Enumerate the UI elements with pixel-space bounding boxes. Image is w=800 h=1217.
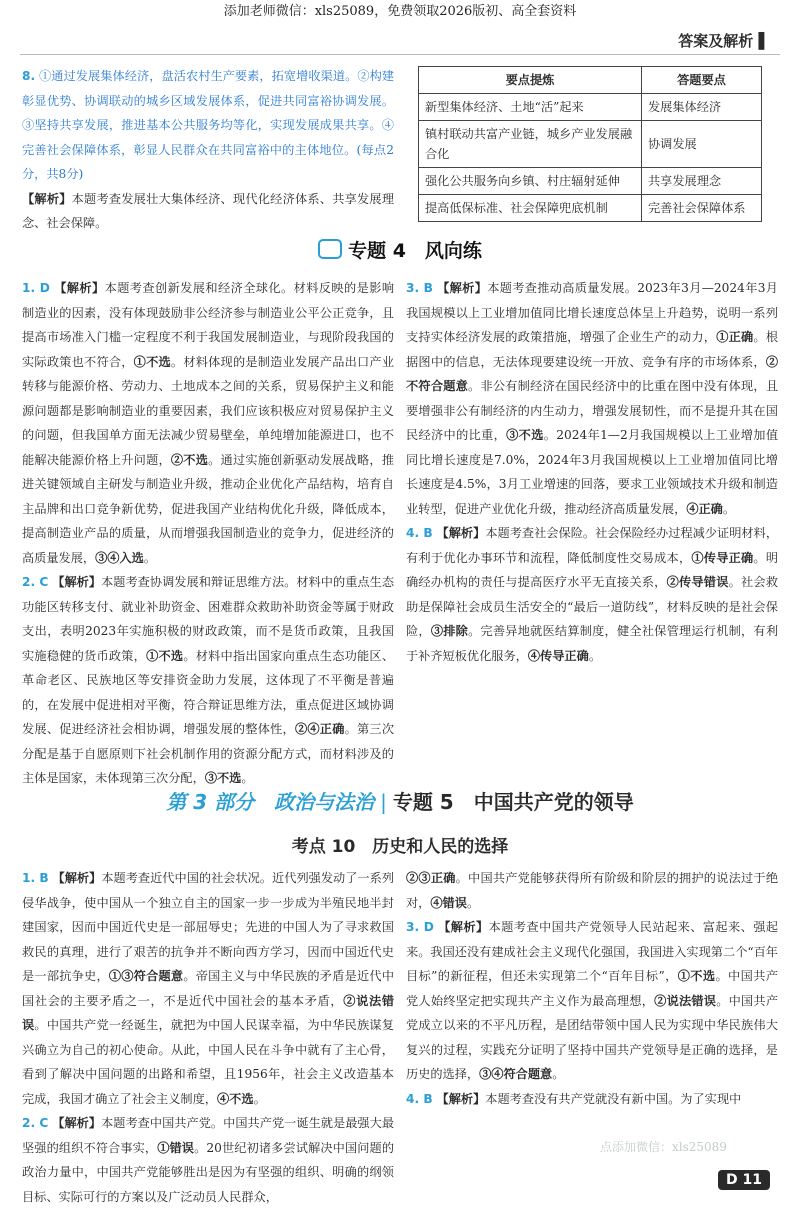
table-header: 要点提炼 — [419, 67, 642, 94]
verdict: ③④入选 — [95, 550, 144, 565]
table-row — [419, 195, 762, 222]
text: 。 — [466, 895, 480, 910]
topic4-right-column — [406, 276, 778, 668]
q8-analysis-tag: 【解析】 — [22, 191, 72, 206]
analysis-tag: 【解析】 — [436, 526, 486, 540]
running-header: 答案及解析 ▌ — [678, 32, 770, 50]
q-number: 3. D — [406, 920, 434, 934]
table-cell: 共享发展理念 — [642, 168, 762, 195]
analysis-tag: 【解析】 — [438, 920, 489, 934]
analysis-tag: 【解析】 — [52, 1116, 102, 1130]
verdict: ①③符合题意 — [108, 969, 184, 983]
text: 。中国共产党能够获得所有阶级和阶层的拥护的说法过于绝对， — [406, 871, 779, 910]
text: 。2024年1—2月我国规模以上工业增加值同比增长速度是7.0%，2024年3月我国规模以上工业增加值同比增长速度是4.5%，3月工业增速的回落，要求工业领域技术升级和制造业转型，促进产业优化升级，推动经济高质量发展， — [406, 428, 779, 516]
k10-q2 — [22, 1111, 394, 1209]
analysis-tag: 【解析】 — [436, 1091, 486, 1106]
verdict: ④不选 — [217, 1091, 254, 1106]
verdict: ②说法错误 — [654, 993, 717, 1008]
text: 本题考查创新发展和经济全球化。材料反映的是影响制造业的因素，没有体现鼓励非公经济参与制造业公平公正竞争，且提高市场准入门槛一定程度不利于我国发展制造业，与现阶段我国的实际政策也不符合， — [22, 281, 395, 369]
text: 本题考查社会保险。社会保险经办过程减少证明材料，有利于优化办事环节和流程，降低制度性交易成本， — [406, 526, 779, 565]
table-cell: 完善社会保障体系 — [642, 195, 762, 222]
topic-icon — [318, 239, 342, 259]
k10-q1 — [22, 866, 394, 1111]
text: 。 — [588, 648, 601, 663]
watermark: 点添加微信：xls25089 — [600, 1140, 727, 1154]
text: 。 — [552, 1067, 565, 1081]
text: 本题考查协调发展和辩证思维方法。材料中的重点生态功能区转移支付、就业补助资金、困难群众救助补助资金等属于财政支出，表明2023年实施积极的财政政策，而不是货币政策，且我国实施稳健的货币政策， — [22, 575, 395, 663]
text: 。中国共产党成立以来的不平凡历程，是团结带领中国人民为实现中华民族伟大复兴的过程，实践充分证明了坚持中国共产党领导是正确的选择，是历史的选择， — [406, 993, 779, 1081]
text: 本题考查中国共产党领导人民站起来、富起来、强起来。我国还没有建成社会主义现代化强国，我国进入实现第二个“百年目标”的新征程，但还未实现第二个“百年目标”， — [406, 920, 779, 983]
text: 本题考查中国共产党。中国共产党一诞生就是最强大最坚强的组织不符合事实， — [22, 1116, 395, 1155]
analysis-tag: 【解析】 — [52, 575, 102, 589]
text: 。 — [253, 1091, 266, 1106]
promo-banner: 添加老师微信：xls25089，免费领取2026版初、高全套资料 — [223, 4, 577, 19]
text: 。第三次分配是基于自愿原则下社会机制作用的资源分配方式，而材料涉及的主体是国家，未体现第三次分配， — [22, 722, 395, 785]
verdict: ①不选 — [146, 648, 184, 663]
verdict: ④传导正确 — [527, 648, 589, 663]
k10-q4 — [406, 1087, 778, 1112]
page-number: D 11 — [718, 1170, 770, 1190]
q8-analysis: 本题考查发展壮大集体经济、现代化经济体系、共享发展理念、社会保障。 — [22, 191, 395, 230]
q-number: 1. B — [22, 871, 49, 885]
text: 。20世纪初诸多尝试解决中国问题的政治力量中，中国共产党能够胜出是因为有坚强的组织、明确的纲领目标、实际可行的方案以及广泛动员人民群众， — [22, 1140, 395, 1204]
text: 。 — [241, 771, 254, 785]
text: 。中国共产党一经诞生，就把为中国人民谋幸福，为中华民族谋复兴确立为自己的初心使命。从此，中国人民在斗争中就有了主心骨，看到了解决中国问题的出路和希望，且1956年，社会主义改造基本完成，我国才确立了社会主义制度， — [22, 1018, 395, 1106]
verdict: ②不选 — [170, 452, 209, 467]
table-cell: 镇村联动共富产业链，城乡产业发展融合化 — [419, 121, 642, 168]
q8-answer — [22, 64, 394, 236]
text: 。材料体现的是制造业发展产品出口产业转移与能源价格、劳动力、土地成本之间的关系，贸易保护主义和能源问题都是影响制造业的重要因素，我们应该积极应对贸易保护主义的问题，但我国单方面无法减少贸易壁垒，单纯增加能源进口，也不能解决能源价格上升问题， — [22, 354, 395, 467]
verdict: ①错误 — [157, 1140, 195, 1155]
header-text: 答案及解析 — [678, 32, 754, 50]
verdict: ②不符合题意 — [406, 354, 778, 393]
verdict: ④错误 — [430, 895, 467, 910]
verdict: ②说法错误 — [22, 993, 395, 1032]
k10-q2-cont — [406, 866, 778, 915]
q-number: 4. B — [406, 526, 433, 540]
q-number: 2. C — [22, 575, 49, 589]
text: 。根据图中的信息，无法体现要建设统一开放、竞争有序的市场体系， — [406, 330, 779, 369]
q-number: 4. B — [406, 1091, 433, 1106]
text: 。通过实施创新驱动发展战略，推进关键领域自主研发与制造业升级，推动企业优化产品结构，培育自主品牌和出口竞争新优势，促进我国产业结构优化升级，降低成本，提高制造业产品的质量，从而增强我国制造业的竞争力，促进经济的高质量发展， — [22, 452, 395, 565]
verdict: ③不选 — [204, 771, 242, 785]
verdict: ①不选 — [133, 354, 171, 369]
verdict: ①正确 — [716, 330, 754, 344]
verdict: ③排除 — [430, 624, 469, 638]
t4-q1 — [22, 276, 394, 570]
verdict: ②传导错误 — [666, 575, 729, 589]
text: 。非公有制经济在国民经济中的比重在图中没有体现，且要增强非公有制经济的内生动力，增强发展韧性，而不是提升其在国民经济中的比重， — [406, 379, 779, 442]
text: 。 — [722, 501, 736, 516]
divider: | — [380, 790, 387, 814]
k10-q3 — [406, 915, 778, 1087]
header-rule — [20, 54, 780, 55]
summary-table — [418, 66, 762, 222]
kd10-left-column — [22, 866, 394, 1209]
kaodian-10-heading: 考点 10 历史和人民的选择 — [291, 837, 509, 857]
verdict: ①不选 — [677, 969, 716, 983]
t4-q4 — [406, 521, 778, 668]
text: 。社会救助是保障社会成员生活安全的“最后一道防线”，材料反映的是社会保险， — [406, 575, 779, 638]
topic-4-heading — [0, 236, 800, 263]
text: 。完善异地就医结算制度，健全社保管理运行机制，有利于补齐短板优化服务， — [406, 624, 779, 663]
table-header-row — [419, 67, 762, 94]
verdict: ③不选 — [506, 428, 544, 442]
t4-q3 — [406, 276, 778, 521]
analysis-tag: 【解析】 — [52, 871, 102, 885]
table-row — [419, 168, 762, 195]
table-row — [419, 94, 762, 121]
topic-4-title: 专题 4 风向练 — [348, 240, 482, 262]
table-cell: 提高低保标准、社会保障兜底机制 — [419, 195, 642, 222]
table-header: 答题要点 — [642, 67, 762, 94]
table-cell: 发展集体经济 — [642, 94, 762, 121]
text: 。材料中指出国家向重点生态功能区、革命老区、民族地区等安排资金助力发展，这体现了不平衡是普遍的，在发展中促进相对平衡，符合辩证思维方法，重点促进区域协调发展、促进经济社会相协调，增强发展的整体性， — [22, 648, 395, 736]
analysis-tag: 【解析】 — [437, 281, 488, 295]
table-cell: 强化公共服务向乡镇、村庄辐射延伸 — [419, 168, 642, 195]
verdict: ②④正确 — [294, 722, 345, 736]
verdict: ④正确 — [686, 501, 723, 516]
verdict: ③④符合题意 — [479, 1067, 553, 1081]
verdict: ①传导正确 — [691, 550, 754, 565]
table-row — [419, 121, 762, 168]
text: 。帝国主义与中华民族的矛盾是近代中国社会的主要矛盾之一，不是近代中国社会的基本矛盾， — [22, 969, 395, 1008]
analysis-tag: 【解析】 — [54, 281, 105, 295]
text: 本题考查没有共产党就没有新中国。为了实现中 — [485, 1091, 742, 1106]
part-title: 第 3 部分 政治与法治 — [166, 790, 375, 814]
q-number: 3. B — [406, 281, 433, 295]
table-cell: 新型集体经济、土地“活”起来 — [419, 94, 642, 121]
t4-q2 — [22, 570, 394, 791]
q-number: 1. D — [22, 281, 50, 295]
q8-number: 8. — [22, 69, 36, 83]
verdict: ②③正确 — [406, 871, 456, 885]
kd10-right-column — [406, 866, 778, 1111]
topic4-left-column — [22, 276, 394, 791]
q-number: 2. C — [22, 1116, 49, 1130]
text: 本题考查推动高质量发展。2023年3月—2024年3月我国规模以上工业增加值同比增长速度总体呈上升趋势，说明一系列支持实体经济发展的政策措施，增强了企业生产的动力， — [406, 281, 778, 344]
table-cell: 协调发展 — [642, 121, 762, 168]
text: 。明确经办机构的责任与提高医疗水平无直接关系， — [406, 550, 779, 589]
text: 本题考查近代中国的社会状况。近代列强发动了一系列侵华战争，使中国从一个独立自主的国家一步一步成为半殖民地半封建国家，因而中国近代史是一部屈辱史；先进的中国人为了寻求救国救民的真理，进行了艰苦的抗争并不断向西方学习，因而中国近代史是一部抗争史， — [22, 871, 395, 983]
text: 。中国共产党人始终坚定把实现共产主义作为最高理想， — [406, 969, 779, 1008]
q8-body: ①通过发展集体经济，盘活农村生产要素，拓宽增收渠道。②构建彰显优势、协调联动的城乡区域发展体系，促进共同富裕协调发展。③坚持共享发展，推进基本公共服务均等化，实现发展成果共享。④完善社会保障体系，彰显人民群众在共同富裕中的主体地位。(每点2分，共8分) — [22, 69, 395, 181]
text: 。 — [143, 550, 157, 565]
part-3-heading — [0, 786, 800, 815]
topic-5-title: 专题 5 中国共产党的领导 — [392, 790, 634, 814]
